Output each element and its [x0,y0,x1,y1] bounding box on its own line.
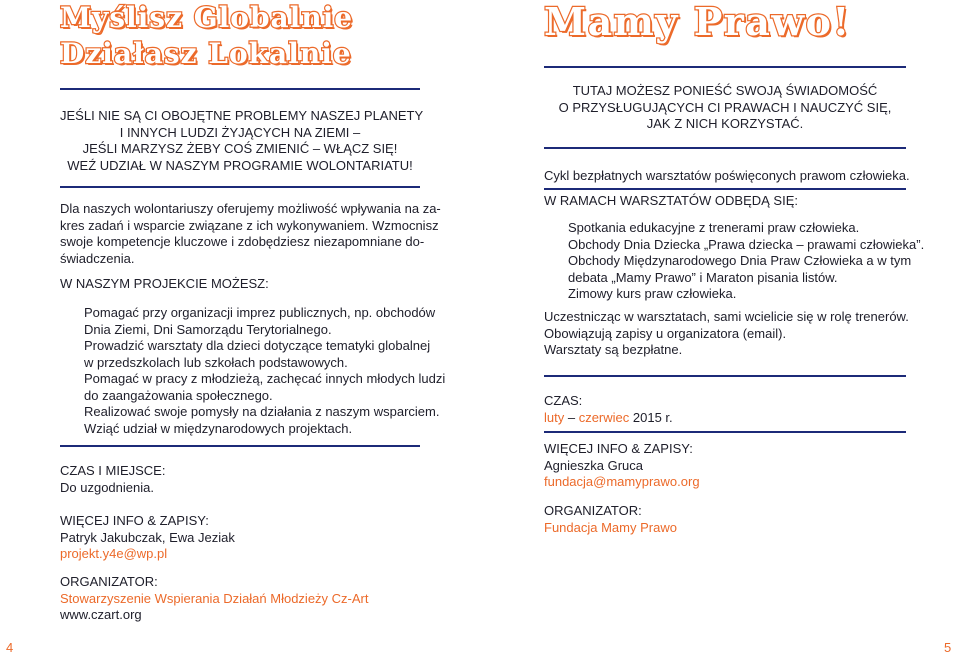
left-organizer-block [60,574,369,624]
divider [544,431,906,433]
divider [544,188,906,190]
list-item: Obchody Dnia Dziecka „Prawa dziecka – prawami człowieka”. [568,236,925,252]
list-item: w przedszkolach lub szkołach podstawowych. [84,354,348,370]
list-item: Spotkania edukacyjne z trenerami praw człowieka. [568,220,860,235]
list-item: Zimowy kurs praw człowieka. [568,286,737,301]
list-item: Dnia Ziemi, Dni Samorządu Terytorialnego. [84,321,332,337]
intro-line: O PRZYSŁUGUJĄCYCH CI PRAWACH I NAUCZYĆ SIĘ, [558,99,892,115]
right-title: Mamy Prawo! [544,0,851,44]
info-heading: WIĘCEJ INFO & ZAPISY: [544,441,693,456]
list-item: Wziąć udział w międzynarodowych projektach. [84,420,353,436]
body-line: kres zadań i wsparcie związane z ich wykonywaniem. Wzmocnisz [60,217,439,233]
organizer-name-link[interactable]: Stowarzyszenie Wspierania Działań Młodzieży Cz-Art [60,590,369,606]
time-block [544,393,673,426]
intro-line: JEŚLI NIE SĄ CI OBOJĘTNE PROBLEMY NASZEJ PLANETY [60,108,424,123]
projects-heading: W NASZYM PROJEKCIE MOŻESZ: [60,276,269,291]
time-place-block [60,463,165,496]
organizer-name-link[interactable]: Fundacja Mamy Prawo [544,519,677,535]
intro-line: WEŹ UDZIAŁ W NASZYM PROGRAMIE WOLONTARIATU! [67,157,413,173]
list-item: do zaangażowania społecznego. [84,387,273,403]
info-email-link[interactable]: projekt.y4e@wp.pl [60,546,168,561]
intro-line: I INNYCH LUDZI ŻYJĄCYCH NA ZIEMI – [119,124,361,140]
projects-list [84,305,446,437]
time-place-value: Do uzgodnienia. [60,479,154,495]
list-item: Pomagać w pracy z młodzieżą, zachęcać innych młodych ludzi [84,371,446,386]
right-info-block [544,441,700,491]
info-email-link[interactable]: fundacja@mamyprawo.org [544,474,700,489]
divider [544,66,906,68]
list-item: Realizować swoje pomysły na działania z naszym wsparciem. [84,404,440,419]
page-number-left: 4 [6,640,14,655]
intro-line: JEŚLI MARZYSZ ŻEBY COŚ ZMIENIĆ – WŁĄCZ SIĘ! [82,141,398,156]
participation-block [544,309,909,359]
page-number-right: 5 [944,640,952,655]
divider [60,88,420,90]
right-intro [544,83,906,133]
organizer-heading: ORGANIZATOR: [60,574,158,589]
left-title-line2: Działasz Lokalnie [60,37,352,70]
divider [544,147,906,149]
participation-line: Warsztaty są bezpłatne. [544,342,683,357]
left-body [60,201,441,267]
info-heading: WIĘCEJ INFO & ZAPISY: [60,513,209,528]
workshops-list [568,220,925,303]
time-year: 2015 r. [629,409,673,425]
divider [60,445,420,447]
list-item: Pomagać przy organizacji imprez publicznych, np. obchodów [84,305,436,320]
list-item: Obchody Międzynarodowego Dnia Praw Człowieka a w tym [568,253,912,268]
divider [544,375,906,377]
time-month-start: luty [544,409,565,425]
time-value [544,410,673,427]
workshops-heading: W RAMACH WARSZTATÓW ODBĘDĄ SIĘ: [544,193,798,208]
left-intro [60,108,424,174]
divider [60,186,420,188]
left-title-line1: Myślisz Globalnie [60,1,354,34]
organizer-heading: ORGANIZATOR: [544,503,642,518]
right-organizer-block [544,503,677,536]
info-names: Patryk Jakubczak, Ewa Jeziak [60,529,235,545]
left-info-block [60,513,235,563]
participation-line: Uczestnicząc w warsztatach, sami wcielicie się w rolę trenerów. [544,309,909,324]
list-item: debata „Mamy Prawo” i Maraton pisania listów. [568,269,838,285]
body-line: Dla naszych wolontariuszy oferujemy możliwość wpływania na za- [60,201,441,216]
time-dash: – [564,409,579,425]
info-name: Agnieszka Gruca [544,457,643,473]
intro-line: TUTAJ MOŻESZ PONIEŚĆ SWOJĄ ŚWIADOMOŚĆ [572,83,878,98]
time-place-heading: CZAS I MIEJSCE: [60,463,166,478]
intro-line: JAK Z NICH KORZYSTAĆ. [646,116,804,131]
cycle-text: Cykl bezpłatnych warsztatów poświęconych prawom człowieka. [544,168,910,183]
time-heading: CZAS: [544,393,583,408]
body-line: świadczenia. [60,250,135,266]
organizer-website-link[interactable]: www.czart.org [60,607,142,622]
list-item: Prowadzić warsztaty dla dzieci dotyczące tematyki globalnej [84,338,431,353]
participation-line: Obowiązują zapisy u organizatora (email). [544,325,787,341]
body-line: swoje kompetencje kluczowe i zdobędziesz niezapomniane do- [60,234,425,249]
time-month-end: czerwiec [578,409,630,425]
